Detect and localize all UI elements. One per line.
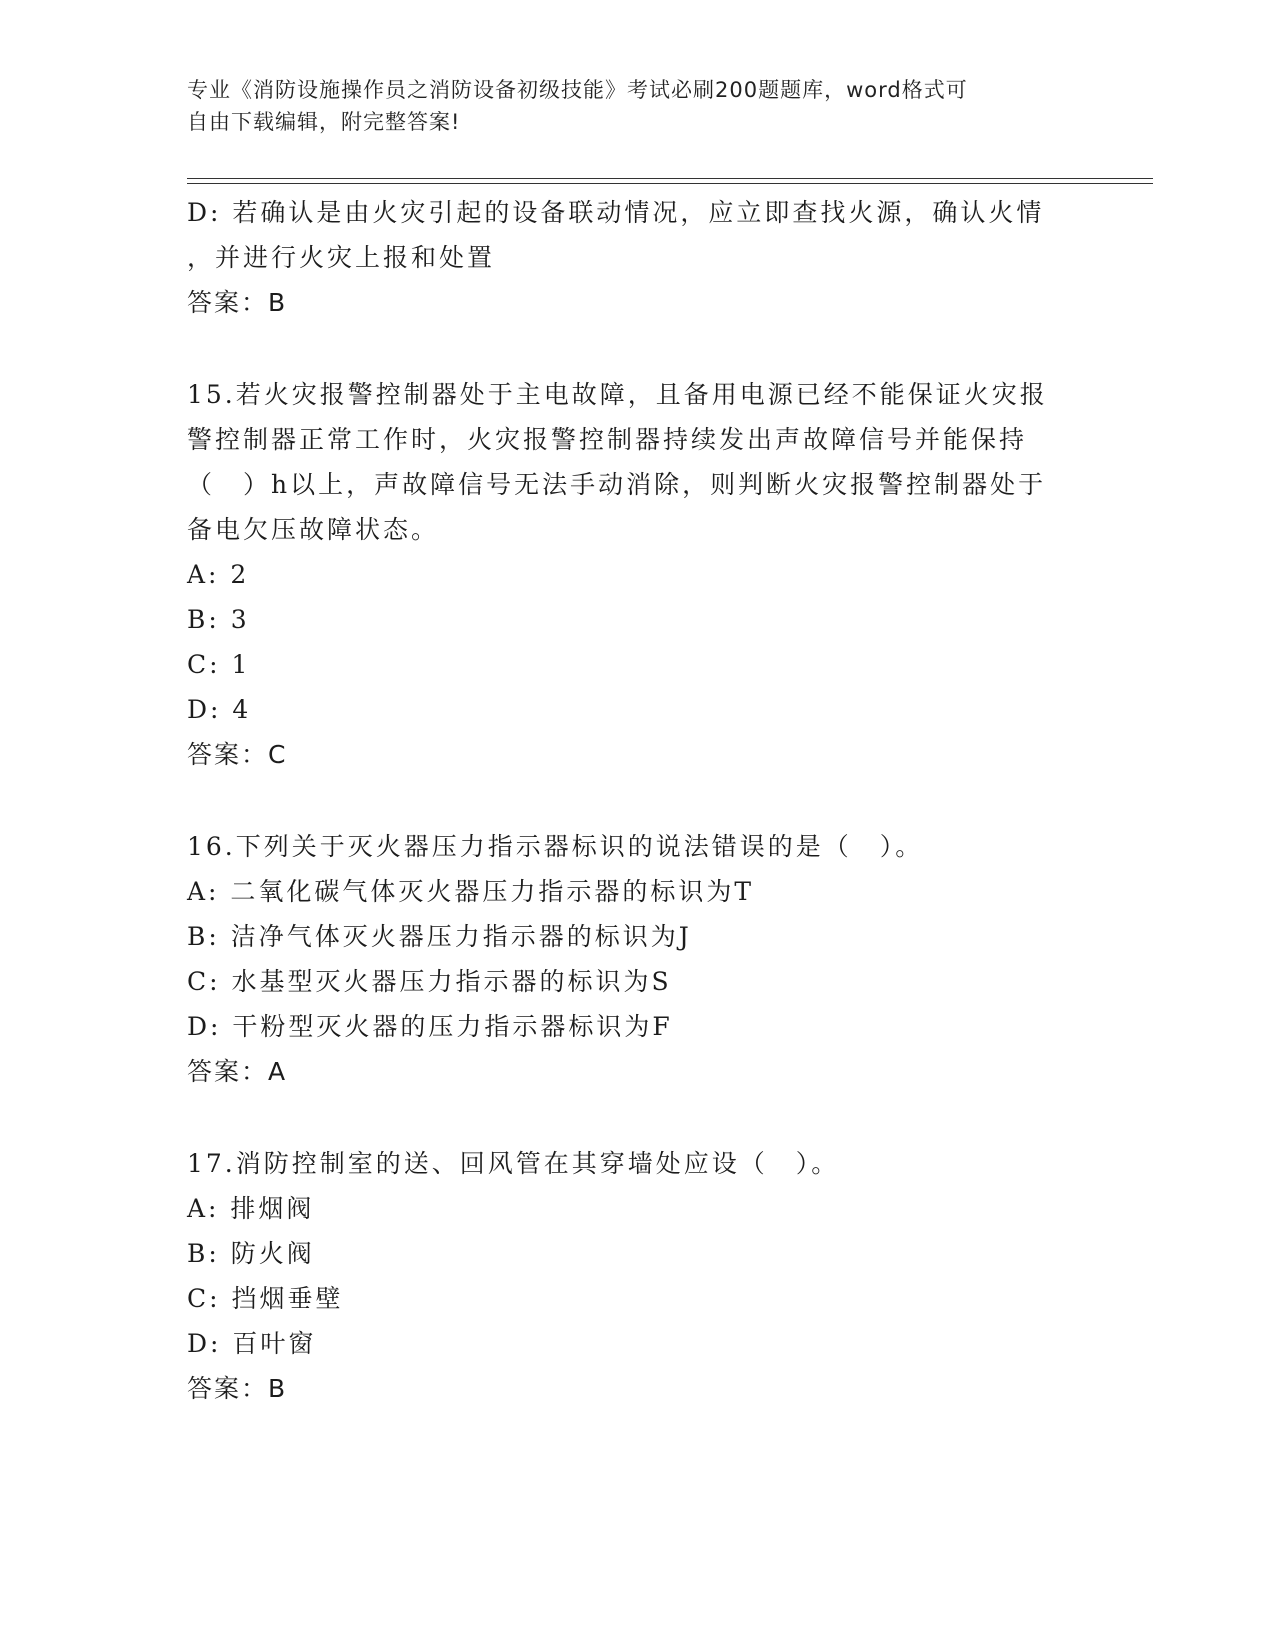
option-c: C: 挡烟垂壁 <box>187 1284 344 1313</box>
spacer <box>187 1094 1087 1141</box>
question-stem-line-4: 备电欠压故障状态。 <box>187 515 440 544</box>
option-a: A: 二氧化碳气体灭火器压力指示器的标识为T <box>187 877 755 906</box>
question-16 <box>187 824 1087 1094</box>
answer: 答案：B <box>187 288 288 317</box>
question-stem-line-2: 警控制器正常工作时，火灾报警控制器持续发出声故障信号并能保持 <box>187 425 1028 454</box>
option-b: B: 防火阀 <box>187 1239 315 1268</box>
header-divider-bottom <box>187 183 1153 184</box>
header-line-1: 专业《消防设施操作员之消防设备初级技能》考试必刷200题题库，word格式可 <box>187 78 968 102</box>
answer: 答案：C <box>187 740 288 769</box>
spacer <box>187 777 1087 824</box>
question-stem-line-1: 17.消防控制室的送、回风管在其穿墙处应设（ ）。 <box>187 1149 840 1178</box>
option-c: C: 水基型灭火器压力指示器的标识为S <box>187 967 672 996</box>
answer: 答案：B <box>187 1374 288 1403</box>
question-stem-line-3: （ ）h以上，声故障信号无法手动消除，则判断火灾报警控制器处于 <box>187 470 1047 499</box>
question-17 <box>187 1141 1087 1411</box>
question-stem-line-1: 15.若火灾报警控制器处于主电故障，且备用电源已经不能保证火灾报 <box>187 380 1048 409</box>
option-a: A: 2 <box>187 560 250 589</box>
option-d-line-1: D: 若确认是由火灾引起的设备联动情况，应立即查找火源，确认火情 <box>187 198 1045 227</box>
option-c: C: 1 <box>187 650 251 679</box>
option-d: D: 干粉型灭火器的压力指示器标识为F <box>187 1012 673 1041</box>
answer: 答案：A <box>187 1057 288 1086</box>
question-15 <box>187 372 1087 777</box>
document-header <box>187 74 1087 138</box>
option-a: A: 排烟阀 <box>187 1194 315 1223</box>
option-d: D: 4 <box>187 695 252 724</box>
question-stem-line-1: 16.下列关于灭火器压力指示器标识的说法错误的是（ ）。 <box>187 832 924 861</box>
spacer <box>187 325 1087 372</box>
option-b: B: 3 <box>187 605 250 634</box>
header-line-2: 自由下载编辑，附完整答案! <box>187 110 461 134</box>
question-list <box>187 190 1087 1411</box>
option-d-line-2: ，并进行火灾上报和处置 <box>187 243 496 272</box>
option-d: D: 百叶窗 <box>187 1329 317 1358</box>
question-14-tail <box>187 190 1087 325</box>
option-b: B: 洁净气体灭火器压力指示器的标识为J <box>187 922 692 951</box>
header-divider-top <box>187 178 1153 179</box>
